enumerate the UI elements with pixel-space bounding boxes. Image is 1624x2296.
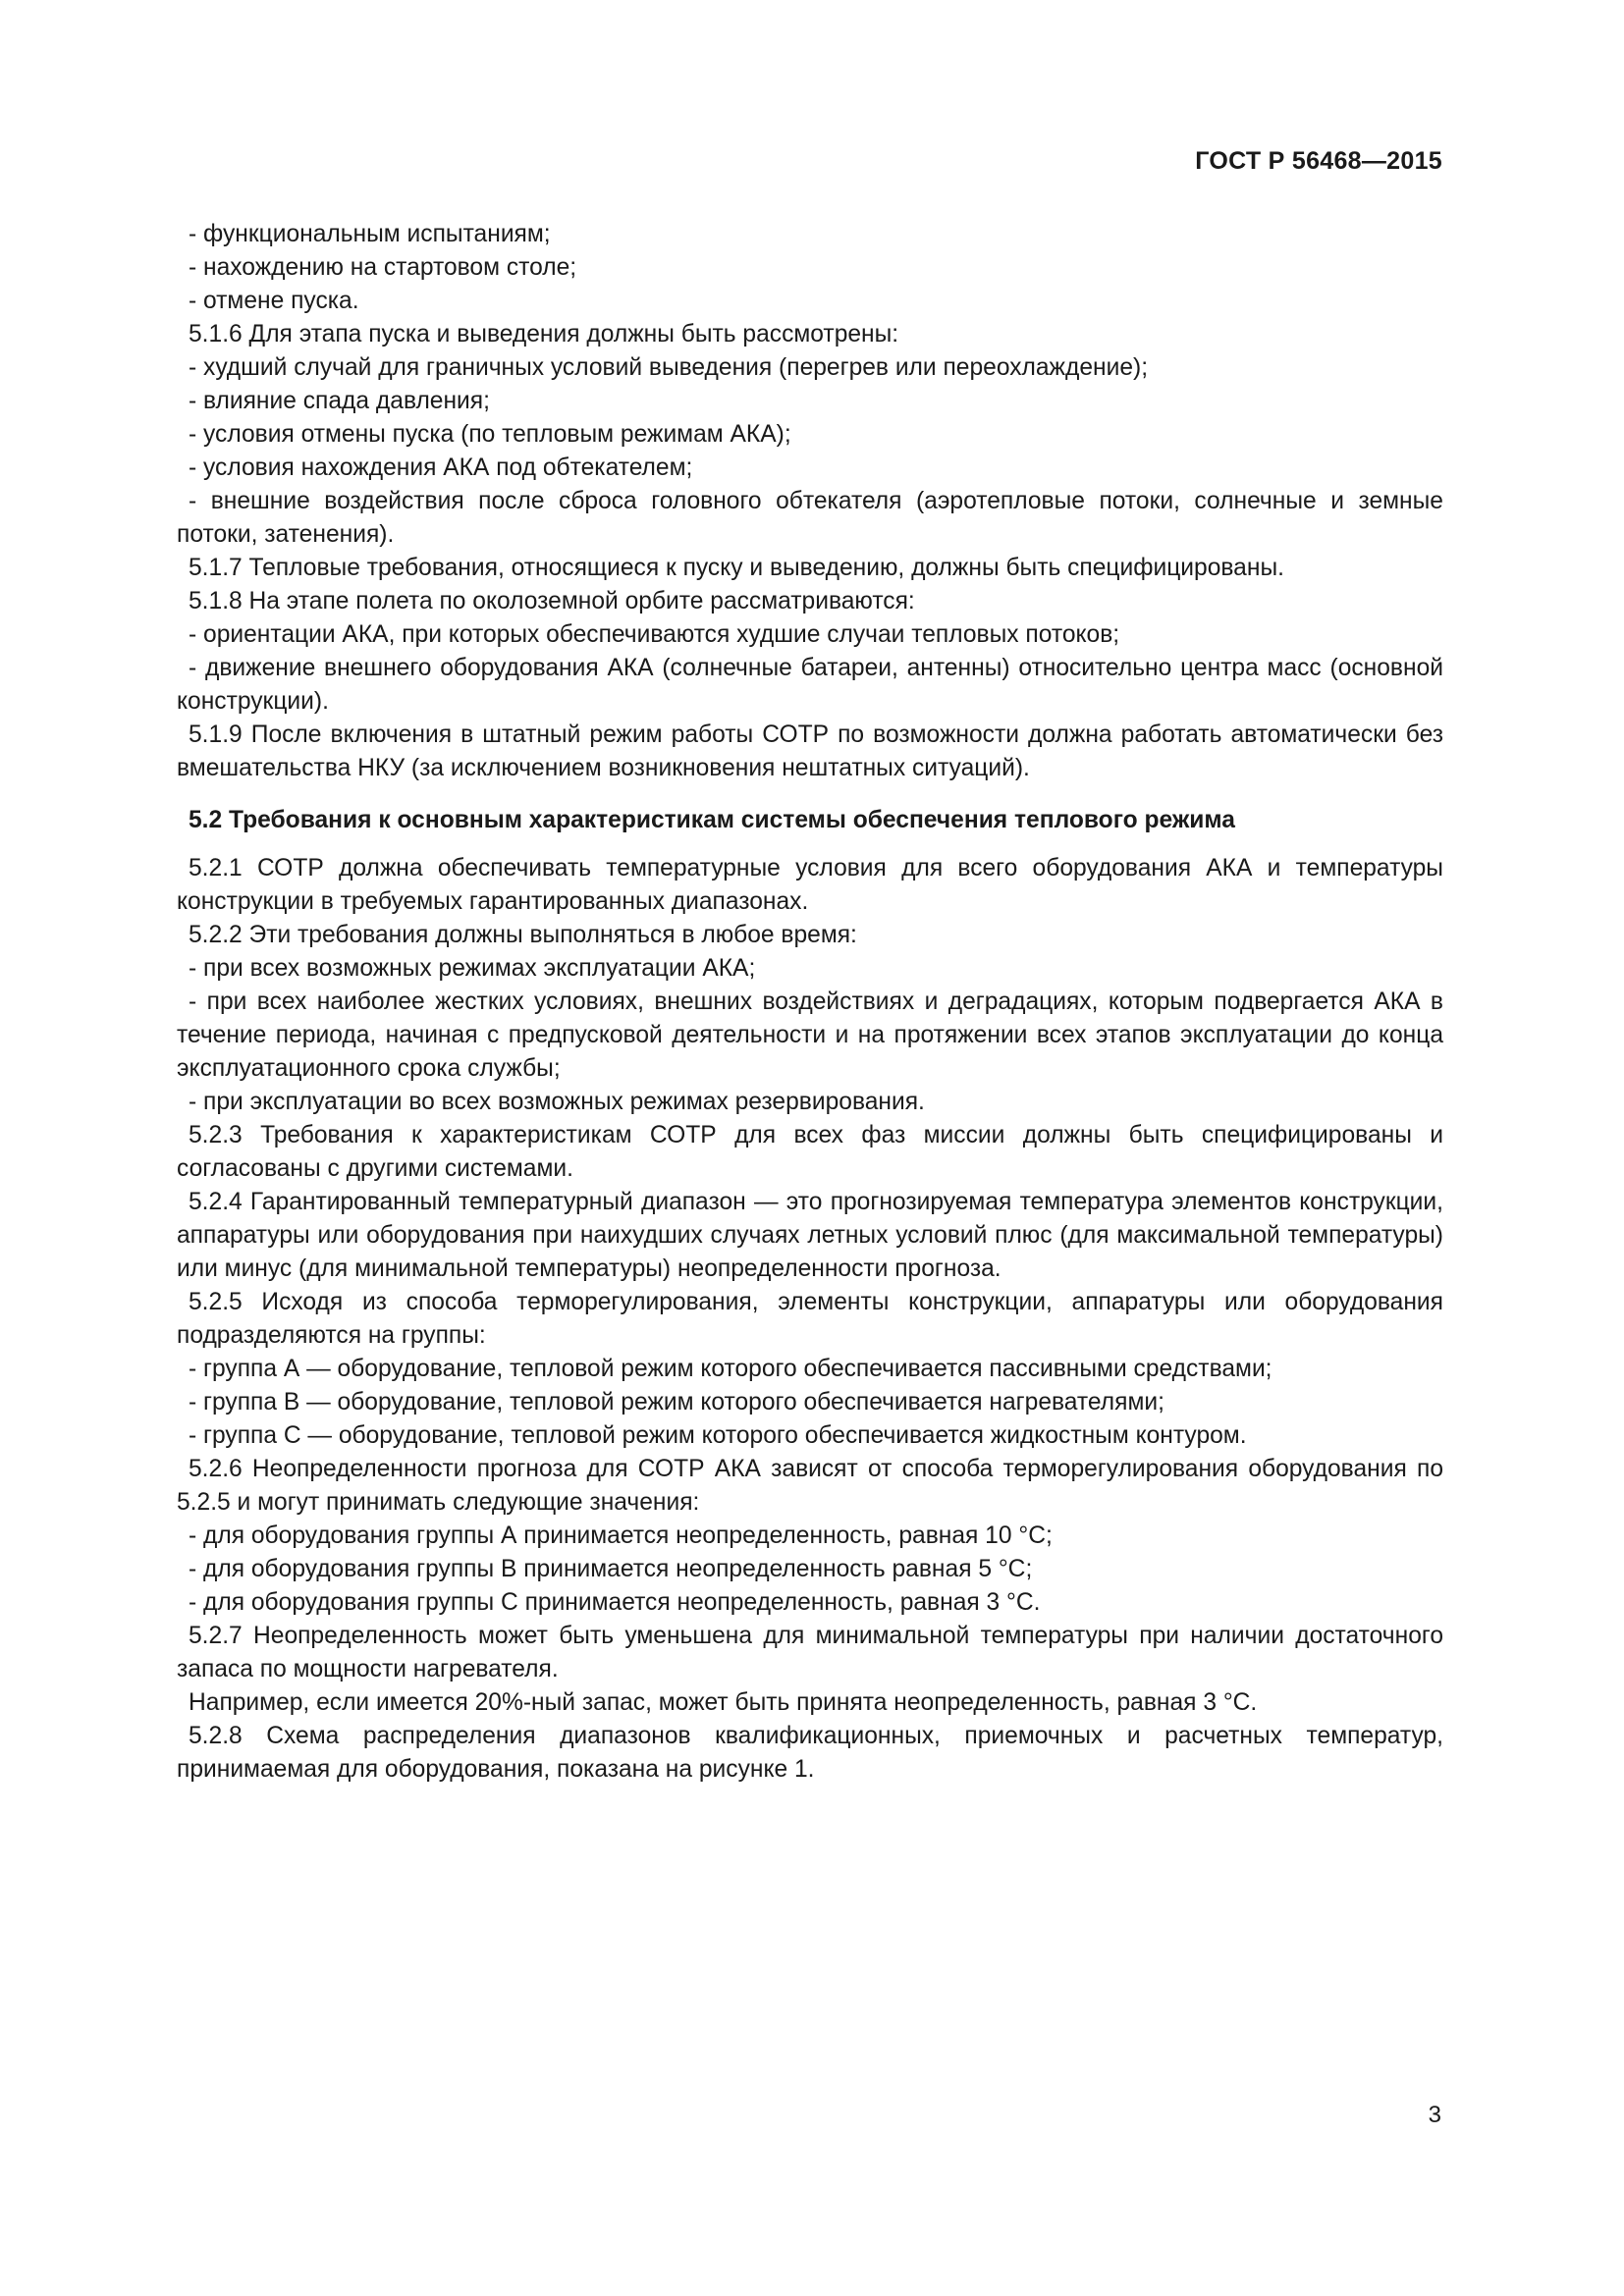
paragraph: - для оборудования группы В принимается неопределенность равная 5 °С; bbox=[189, 1556, 1033, 1582]
paragraph: - для оборудования группы С принимается неопределенность, равная 3 °С. bbox=[189, 1589, 1041, 1616]
paragraph: - внешние воздействия после сброса головного обтекателя (аэротепловые потоки, солнечные и земные потоки, затенения). bbox=[177, 488, 1443, 548]
document-body bbox=[177, 218, 1443, 1787]
paragraph: Например, если имеется 20%-ный запас, может быть принята неопределенность, равная 3 °С. bbox=[189, 1689, 1258, 1716]
paragraph: - условия нахождения АКА под обтекателем; bbox=[189, 454, 693, 481]
document-code-header: ГОСТ Р 56468—2015 bbox=[1195, 147, 1442, 175]
paragraph: - отмене пуска. bbox=[189, 288, 359, 314]
section-heading: 5.2 Требования к основным характеристикам системы обеспечения теплового режима bbox=[189, 807, 1235, 833]
paragraph: - ориентации АКА, при которых обеспечиваются худшие случаи тепловых потоков; bbox=[189, 621, 1120, 648]
paragraph: 5.1.9 После включения в штатный режим работы СОТР по возможности должна работать автоматически без вмешательства НКУ (за исключением возникновения нештатных ситуаций). bbox=[177, 721, 1443, 781]
paragraph: - при всех наиболее жестких условиях, внешних воздействиях и деградациях, которым подвергается АКА в течение периода, начиная с предпусковой деятельности и на протяжении всех этапов эксплуатации до конца эксплуатационного срока службы; bbox=[177, 988, 1443, 1082]
paragraph: - функциональным испытаниям; bbox=[189, 221, 551, 247]
paragraph: - при всех возможных режимах эксплуатации АКА; bbox=[189, 955, 756, 982]
paragraph: 5.2.5 Исходя из способа терморегулирования, элементы конструкции, аппаратуры или оборудования подразделяются на группы: bbox=[177, 1289, 1443, 1349]
paragraph: 5.2.6 Неопределенности прогноза для СОТР АКА зависят от способа терморегулирования оборудования по 5.2.5 и могут принимать следующие значения: bbox=[177, 1456, 1443, 1516]
paragraph: - условия отмены пуска (по тепловым режимам АКА); bbox=[189, 421, 791, 448]
paragraph: 5.2.3 Требования к характеристикам СОТР для всех фаз миссии должны быть специфицированы и согласованы с другими системами. bbox=[177, 1122, 1443, 1182]
paragraph: 5.2.2 Эти требования должны выполняться в любое время: bbox=[189, 922, 857, 948]
paragraph: 5.2.7 Неопределенность может быть уменьшена для минимальной температуры при наличии достаточного запаса по мощности нагревателя. bbox=[177, 1623, 1443, 1682]
paragraph: 5.1.6 Для этапа пуска и выведения должны быть рассмотрены: bbox=[189, 321, 899, 347]
paragraph: - влияние спада давления; bbox=[189, 388, 490, 414]
paragraph: 5.1.7 Тепловые требования, относящиеся к пуску и выведению, должны быть специфицированы. bbox=[189, 555, 1284, 581]
paragraph: - группа В — оборудование, тепловой режим которого обеспечивается нагревателями; bbox=[189, 1389, 1164, 1415]
paragraph: - группа А — оборудование, тепловой режим которого обеспечивается пассивными средствами; bbox=[189, 1356, 1272, 1382]
paragraph: - движение внешнего оборудования АКА (солнечные батареи, антенны) относительно центра масс (основной конструкции). bbox=[177, 655, 1443, 715]
paragraph: - худший случай для граничных условий выведения (перегрев или переохлаждение); bbox=[189, 354, 1149, 381]
paragraph: 5.2.8 Схема распределения диапазонов квалификационных, приемочных и расчетных температур, принимаемая для оборудования, показана на рисунке 1. bbox=[177, 1723, 1443, 1783]
paragraph: 5.2.4 Гарантированный температурный диапазон — это прогнозируемая температура элементов конструкции, аппаратуры или оборудования при наихудших случаях летных условий плюс (для максимальной температуры) или минус (для минимальной температуры) неопределенности прогноза. bbox=[177, 1189, 1443, 1282]
paragraph: - нахождению на стартовом столе; bbox=[189, 254, 577, 281]
paragraph: - группа С — оборудование, тепловой режим которого обеспечивается жидкостным контуром. bbox=[189, 1422, 1247, 1449]
paragraph: - для оборудования группы А принимается неопределенность, равная 10 °С; bbox=[189, 1522, 1053, 1549]
page-number: 3 bbox=[1428, 2102, 1441, 2128]
paragraph: 5.2.1 СОТР должна обеспечивать температурные условия для всего оборудования АКА и температуры конструкции в требуемых гарантированных диапазонах. bbox=[177, 855, 1443, 915]
paragraph: 5.1.8 На этапе полета по околоземной орбите рассматриваются: bbox=[189, 588, 915, 614]
paragraph: - при эксплуатации во всех возможных режимах резервирования. bbox=[189, 1089, 925, 1115]
